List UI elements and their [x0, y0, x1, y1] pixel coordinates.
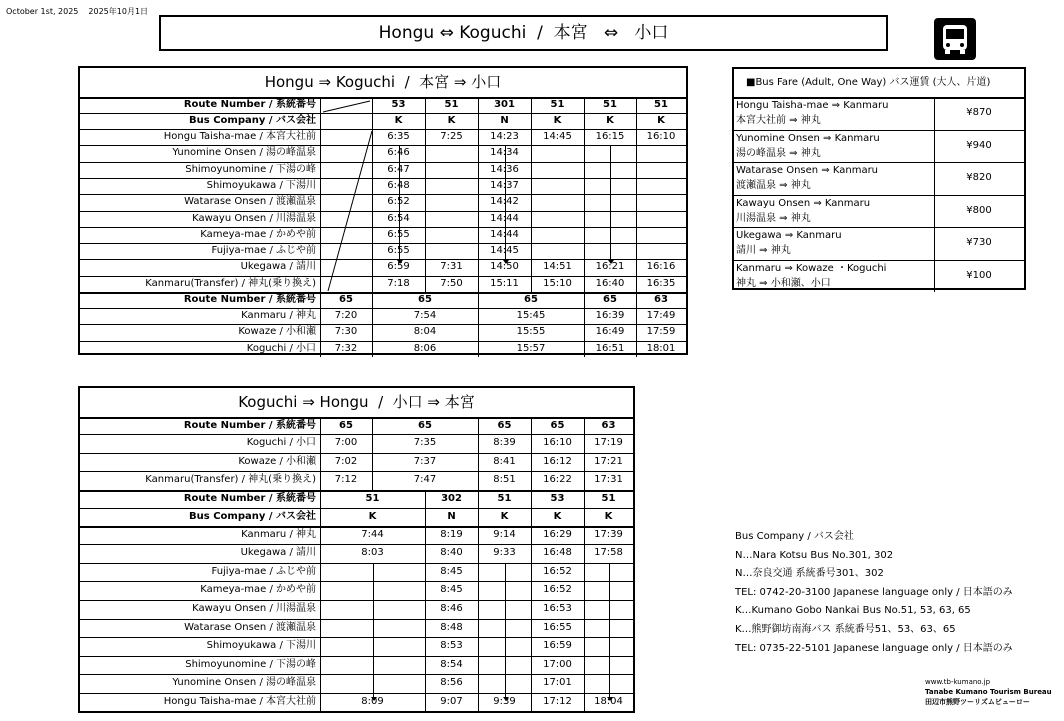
info-line: N…奈良交通 系統番号301、302 — [735, 568, 884, 580]
fare-route-en: Kawayu Onsen ⇒ Kanmaru — [736, 197, 871, 209]
time-cell: 17:58 — [594, 547, 623, 559]
stop-name: Fujiya-mae / ふじや前 — [211, 245, 316, 257]
stop-name: Kawayu Onsen / 川湯温泉 — [192, 212, 316, 224]
time-cell: 17:21 — [594, 455, 623, 467]
info-line: K…Kumano Gobo Nankai Bus No.51, 53, 63, 65 — [735, 605, 971, 617]
column-divider — [425, 490, 426, 712]
time-cell: 16:52 — [543, 565, 572, 577]
company-row — [80, 508, 633, 526]
stop-name: Kowaze / 小和瀬 — [238, 455, 316, 467]
time-cell: 8:56 — [440, 677, 463, 689]
time-cell: 7:44 — [361, 528, 384, 540]
time-cell: 16:35 — [646, 277, 676, 289]
bus-icon — [934, 18, 976, 60]
route-label: Route Number / 系統番号 — [183, 492, 316, 504]
stop-name: Yunomine Onsen / 湯の峰温泉 — [172, 677, 316, 689]
stop-name: Kowaze / 小和瀬 — [238, 326, 316, 338]
time-cell: 6:52 — [387, 196, 410, 208]
time-cell: 7:12 — [334, 474, 358, 485]
route-number: 65 — [418, 420, 432, 431]
time-cell: 16:29 — [543, 528, 572, 540]
time-cell: 14:51 — [543, 261, 572, 273]
time-cell: 7:35 — [413, 437, 437, 448]
time-cell: 17:12 — [543, 695, 572, 707]
table-title: Hongu ⇒ Koguchi / 本宮 ⇒ 小口 — [264, 73, 502, 91]
fare-table — [732, 67, 1026, 290]
fare-route-jp: 川湯温泉 ⇒ 神丸 — [736, 212, 811, 224]
stop-name: Ukegawa / 請川 — [240, 261, 316, 273]
time-cell: 14:37 — [490, 179, 519, 191]
route-label: Route Number / 系統番号 — [183, 420, 316, 431]
company-code: K — [368, 510, 377, 522]
table-row — [80, 674, 633, 693]
time-cell: 16:21 — [595, 261, 625, 273]
time-cell: 15:10 — [543, 277, 572, 289]
stop-name: Shimoyukawa / 下湯川 — [206, 640, 316, 652]
time-cell: 7:20 — [334, 310, 358, 321]
fare-route-jp: 本宮大社前 ⇒ 神丸 — [736, 115, 821, 126]
time-cell: 6:48 — [387, 179, 410, 191]
time-cell: 17:39 — [594, 528, 623, 540]
stop-name: Watarase Onsen / 渡瀬温泉 — [184, 621, 316, 633]
time-cell: 7:25 — [440, 131, 463, 142]
fare-route-jp: 渡瀬温泉 ⇒ 神丸 — [736, 180, 811, 191]
time-cell: 7:54 — [413, 310, 437, 321]
diagonal-line — [328, 131, 372, 291]
route-row-2 — [80, 490, 633, 508]
time-cell: 17:19 — [594, 437, 623, 448]
route-number: 65 — [603, 294, 617, 305]
fare-price: ¥730 — [966, 237, 992, 248]
fare-row — [734, 195, 1024, 228]
time-cell: 6:59 — [387, 261, 410, 273]
diagonal-line — [323, 101, 370, 112]
time-cell: 17:01 — [543, 677, 572, 689]
time-cell: 14:45 — [490, 245, 519, 257]
table-row — [80, 544, 633, 563]
time-cell: 8:48 — [440, 621, 463, 633]
time-cell: 9:39 — [493, 695, 516, 707]
time-cell: 16:59 — [543, 640, 572, 652]
route-number: 65 — [550, 420, 565, 431]
time-cell: 14:44 — [490, 228, 519, 240]
time-cell: 7:32 — [334, 342, 358, 354]
time-cell: 18:01 — [646, 342, 676, 354]
time-cell: 8:46 — [440, 602, 463, 614]
stop-name: Kawayu Onsen / 川湯温泉 — [192, 602, 316, 614]
column-divider — [478, 490, 479, 712]
time-cell: 6:55 — [387, 245, 410, 257]
time-cell: 8:06 — [413, 342, 437, 354]
time-cell: 16:22 — [543, 474, 572, 485]
fare-route-jp: 湯の峰温泉 ⇒ 神丸 — [736, 147, 821, 159]
company-code: K — [553, 115, 562, 126]
time-cell: 7:30 — [334, 326, 358, 338]
route-number: 51 — [603, 99, 617, 110]
table-row — [80, 619, 633, 638]
fare-row — [734, 227, 1024, 260]
stop-name: Hongu Taisha-mae / 本宮大社前 — [163, 131, 316, 142]
fare-row — [734, 130, 1024, 163]
stop-name: Kameya-mae / かめや前 — [200, 228, 316, 240]
company-code: N — [500, 115, 509, 126]
table-row — [80, 471, 633, 490]
stop-name: Shimoyunomine / 下湯の峰 — [185, 163, 316, 175]
table-row — [80, 637, 633, 656]
route-number: 65 — [524, 294, 538, 305]
time-cell: 17:49 — [646, 310, 676, 321]
info-line: K…熊野御坊南海バス 系統番号51、53、63、65 — [735, 623, 956, 635]
footer-org-jp: 田辺市熊野ツーリズムビューロー — [925, 698, 1030, 706]
fare-price: ¥820 — [966, 172, 992, 183]
time-cell: 8:03 — [361, 547, 384, 559]
route-number: 51 — [654, 99, 668, 110]
time-cell: 8:19 — [440, 528, 463, 540]
table-title: Koguchi ⇒ Hongu / 小口 ⇒ 本宮 — [238, 393, 475, 411]
time-cell: 16:12 — [543, 455, 572, 467]
time-cell: 15:57 — [516, 342, 546, 354]
time-cell: 14:44 — [490, 212, 519, 224]
fare-route-en: Hongu Taisha-mae ⇒ Kanmaru — [736, 100, 889, 111]
route-number: 63 — [654, 294, 668, 305]
diagonal-lines — [80, 68, 686, 357]
table-row — [80, 434, 633, 453]
table-row — [80, 563, 633, 582]
stop-name: Watarase Onsen / 渡瀬温泉 — [184, 196, 316, 208]
time-cell: 6:54 — [387, 212, 410, 224]
column-divider — [320, 417, 321, 490]
route-number: 53 — [550, 492, 565, 504]
table-row — [80, 693, 633, 712]
time-cell: 14:42 — [490, 196, 519, 208]
time-cell: 16:49 — [595, 326, 625, 338]
stop-name: Kanmaru / 神丸 — [241, 528, 316, 540]
fare-price: ¥870 — [966, 107, 992, 118]
skip-arrow — [610, 145, 611, 263]
column-divider — [584, 490, 585, 712]
time-cell: 7:00 — [334, 437, 358, 448]
time-cell: 8:53 — [440, 640, 463, 652]
time-cell: 15:11 — [490, 277, 519, 289]
table-row — [80, 526, 633, 545]
time-cell: 7:50 — [440, 277, 463, 289]
table-row — [80, 581, 633, 600]
time-cell: 8:45 — [440, 565, 463, 577]
company-code: N — [447, 510, 456, 522]
stop-name: Kanmaru / 神丸 — [241, 310, 316, 321]
route-number: 65 — [339, 294, 353, 305]
info-line: Bus Company / バス会社 — [735, 531, 854, 542]
stop-name: Ukegawa / 請川 — [240, 547, 316, 559]
time-cell: 6:35 — [387, 131, 410, 142]
route-number: 51 — [601, 492, 616, 504]
time-cell: 8:54 — [440, 658, 463, 670]
company-code: K — [604, 510, 613, 522]
company-code: K — [394, 115, 403, 126]
time-cell: 16:10 — [646, 131, 676, 142]
column-divider — [531, 417, 532, 490]
route-row — [80, 417, 633, 434]
koguchi-to-hongu-table — [78, 386, 635, 713]
table-row — [80, 453, 633, 472]
time-cell: 8:40 — [440, 547, 463, 559]
skip-arrow — [505, 563, 506, 700]
column-divider — [584, 417, 585, 490]
table-row — [80, 656, 633, 675]
time-cell: 17:00 — [543, 658, 572, 670]
time-cell: 16:53 — [543, 602, 572, 614]
time-cell: 9:14 — [493, 528, 516, 540]
time-cell: 7:18 — [387, 277, 410, 289]
column-divider — [320, 490, 321, 712]
time-cell: 16:40 — [595, 277, 625, 289]
fare-row — [734, 97, 1024, 130]
time-cell: 9:33 — [493, 547, 516, 559]
stop-name: Shimoyunomine / 下湯の峰 — [185, 658, 316, 670]
time-cell: 8:45 — [440, 584, 463, 596]
skip-arrow — [373, 563, 374, 700]
time-cell: 6:46 — [387, 147, 410, 159]
time-cell: 16:48 — [543, 547, 572, 559]
stop-name: Yunomine Onsen / 湯の峰温泉 — [172, 147, 316, 159]
time-cell: 17:59 — [646, 326, 676, 338]
fare-row — [734, 162, 1024, 195]
time-cell: 14:36 — [490, 163, 519, 175]
time-cell: 8:51 — [493, 474, 516, 485]
time-cell: 15:55 — [516, 326, 546, 338]
company-code: K — [553, 510, 562, 522]
stop-name: Fujiya-mae / ふじや前 — [211, 565, 316, 577]
fare-route-jp: 神丸 ⇒ 小和瀬、小口 — [736, 277, 831, 289]
bus-company-info — [735, 528, 1013, 658]
fare-route-en: Ukegawa ⇒ Kanmaru — [736, 230, 842, 241]
column-divider — [934, 97, 935, 292]
time-cell: 18:04 — [594, 695, 623, 707]
time-cell: 9:07 — [440, 695, 463, 707]
stop-name: Shimoyukawa / 下湯川 — [206, 179, 316, 191]
route-number: 301 — [494, 99, 515, 110]
route-number: 65 — [497, 420, 512, 431]
time-cell: 16:15 — [595, 131, 625, 142]
skip-arrow — [399, 145, 400, 263]
info-line: TEL: 0735-22-5101 Japanese language only / 日本語のみ — [735, 642, 1013, 654]
column-divider — [531, 490, 532, 712]
footer — [925, 677, 1052, 707]
route-number: 65 — [339, 420, 353, 431]
company-code: K — [447, 115, 456, 126]
stop-name: Kameya-mae / かめや前 — [200, 584, 316, 596]
stop-name: Kanmaru(Transfer) / 神丸(乗り換え) — [145, 474, 316, 485]
time-cell: 6:55 — [387, 228, 410, 240]
time-cell: 16:52 — [543, 584, 572, 596]
route-number: 51 — [444, 99, 459, 110]
company-label: Bus Company / バス会社 — [189, 510, 316, 522]
skip-arrow — [609, 563, 610, 700]
route-label: Route Number / 系統番号 — [183, 294, 316, 305]
column-divider — [478, 417, 479, 490]
footer-org-en: Tanabe Kumano Tourism Bureau — [925, 688, 1052, 696]
time-cell: 16:51 — [595, 342, 625, 354]
fare-route-en: Watarase Onsen ⇒ Kanmaru — [736, 165, 879, 176]
company-code: K — [500, 510, 509, 522]
time-cell: 6:47 — [387, 163, 410, 175]
info-line: N…Nara Kotsu Bus No.301, 302 — [735, 549, 894, 561]
footer-url: www.tb-kumano.jp — [925, 678, 991, 686]
column-divider — [372, 417, 373, 490]
stop-name: Koguchi / 小口 — [246, 437, 316, 448]
time-cell: 15:45 — [516, 310, 546, 321]
date-en: October 1st, 2025 — [6, 7, 79, 16]
stop-name: Hongu Taisha-mae / 本宮大社前 — [163, 695, 316, 707]
company-code: K — [606, 115, 614, 126]
company-label: Bus Company / バス会社 — [189, 115, 316, 126]
time-cell: 16:55 — [543, 621, 572, 633]
time-cell: 14:50 — [490, 261, 519, 273]
time-cell: 8:09 — [361, 695, 384, 707]
route-number: 65 — [418, 294, 432, 305]
date-line — [6, 6, 158, 17]
time-cell: 17:31 — [594, 474, 623, 485]
time-cell: 16:10 — [543, 437, 572, 448]
time-cell: 14:23 — [490, 131, 519, 142]
time-cell: 7:37 — [413, 455, 437, 467]
route-label: Route Number / 系統番号 — [183, 99, 316, 110]
time-cell: 7:47 — [413, 474, 437, 485]
time-cell: 14:45 — [543, 131, 572, 142]
route-number: 51 — [497, 492, 512, 504]
fare-title: ■Bus Fare (Adult, One Way) バス運賃 (大人、片道) — [746, 77, 991, 88]
table-row — [80, 600, 633, 619]
route-number: 53 — [391, 99, 406, 110]
fare-route-jp: 請川 ⇒ 神丸 — [736, 245, 791, 256]
info-line: TEL: 0742-20-3100 Japanese language only / 日本語のみ — [735, 586, 1013, 598]
time-cell: 8:04 — [413, 326, 437, 338]
fare-price: ¥940 — [966, 139, 992, 151]
stop-name: Kanmaru(Transfer) / 神丸(乗り換え) — [145, 277, 316, 289]
fare-price: ¥100 — [966, 269, 992, 281]
skip-arrow — [505, 145, 506, 263]
fare-price: ¥800 — [966, 204, 992, 216]
fare-row — [734, 260, 1024, 293]
stop-name: Koguchi / 小口 — [246, 342, 316, 354]
time-cell: 16:39 — [595, 310, 625, 321]
time-cell: 14:34 — [490, 147, 519, 159]
time-cell: 16:16 — [646, 261, 676, 273]
route-number: 63 — [601, 420, 616, 431]
company-code: K — [657, 115, 665, 126]
time-cell: 7:02 — [334, 455, 358, 467]
date-jp: 2025年10月1日 — [88, 7, 149, 16]
time-cell: 8:41 — [493, 455, 516, 467]
route-number: 51 — [365, 492, 380, 504]
hongu-to-koguchi-table — [78, 66, 688, 355]
route-number: 302 — [441, 492, 462, 504]
fare-route-en: Yunomine Onsen ⇒ Kanmaru — [736, 132, 880, 144]
route-number: 51 — [550, 99, 565, 110]
page-title: Hongu ⇔ Koguchi / 本宮 ⇔ 小口 — [159, 15, 888, 51]
fare-route-en: Kanmaru ⇒ Kowaze ・Koguchi — [736, 262, 887, 274]
time-cell: 8:39 — [493, 437, 516, 448]
time-cell: 7:31 — [440, 261, 463, 273]
